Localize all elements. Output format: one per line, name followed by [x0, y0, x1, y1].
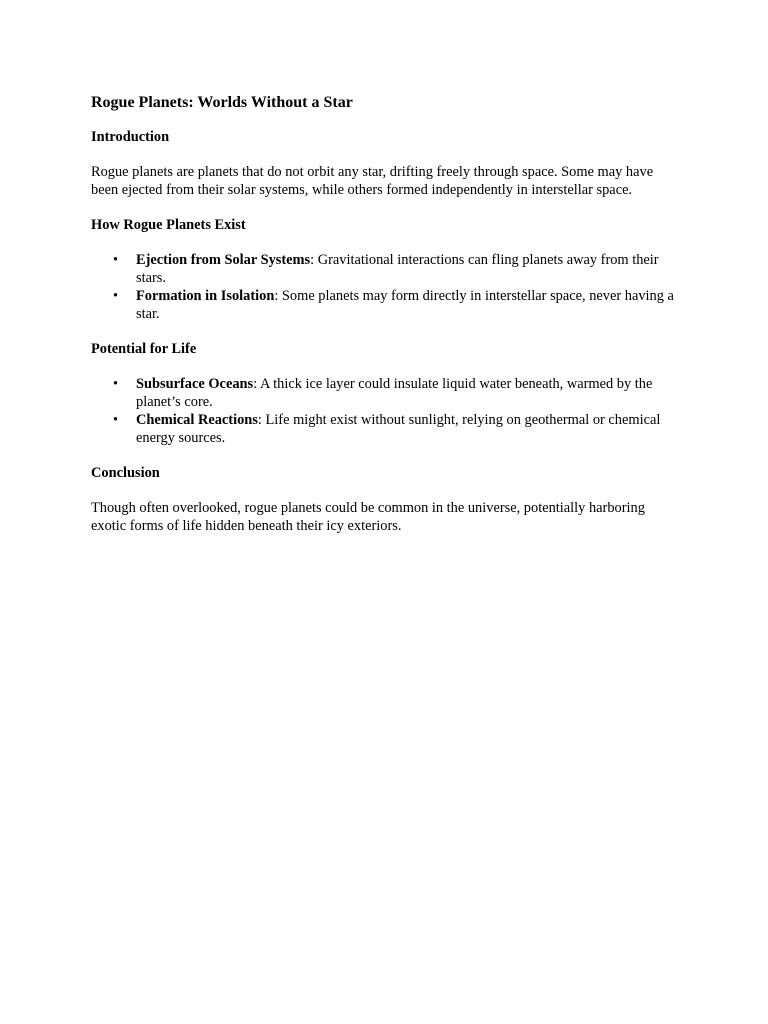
list-item-text: : A thick ice layer could insulate liquid water beneath, warmed by the planet’s core.: [136, 376, 653, 410]
list-item-text: : Life might exist without sunlight, relying on geothermal or chemical energy sources.: [136, 412, 661, 446]
list-item-term: Formation in Isolation: [136, 288, 275, 304]
list-item: [91, 411, 681, 447]
document-body: [91, 92, 681, 552]
section-heading-how-exist: How Rogue Planets Exist: [91, 217, 246, 233]
list-item: [91, 375, 681, 411]
list-item-term: Ejection from Solar Systems: [136, 252, 311, 268]
bullet-icon: •: [113, 288, 119, 304]
document-title: Rogue Planets: Worlds Without a Star: [91, 94, 353, 111]
bullet-list-potential-life: [91, 375, 681, 447]
bullet-icon: •: [113, 252, 119, 268]
section-heading-introduction: Introduction: [91, 129, 170, 145]
list-item-text: : Gravitational interactions can fling planets away from their stars.: [136, 252, 659, 286]
section-heading-conclusion: Conclusion: [91, 465, 160, 481]
bullet-icon: •: [113, 376, 119, 392]
section-heading-potential-life: Potential for Life: [91, 341, 197, 357]
paragraph-introduction: Rogue planets are planets that do not orbit any star, drifting freely through space. Some may have been ejected from their solar systems, while others formed independently in interstellar space.: [91, 164, 654, 198]
list-item: [91, 251, 681, 287]
paragraph-conclusion: Though often overlooked, rogue planets could be common in the universe, potentially harboring exotic forms of life hidden beneath their icy exteriors.: [91, 500, 645, 534]
bullet-list-how-exist: [91, 251, 681, 323]
list-item-term: Chemical Reactions: [136, 412, 258, 428]
bullet-icon: •: [113, 412, 119, 428]
list-item-term: Subsurface Oceans: [136, 376, 254, 392]
list-item-text: : Some planets may form directly in interstellar space, never having a star.: [136, 288, 674, 322]
list-item: [91, 287, 681, 323]
